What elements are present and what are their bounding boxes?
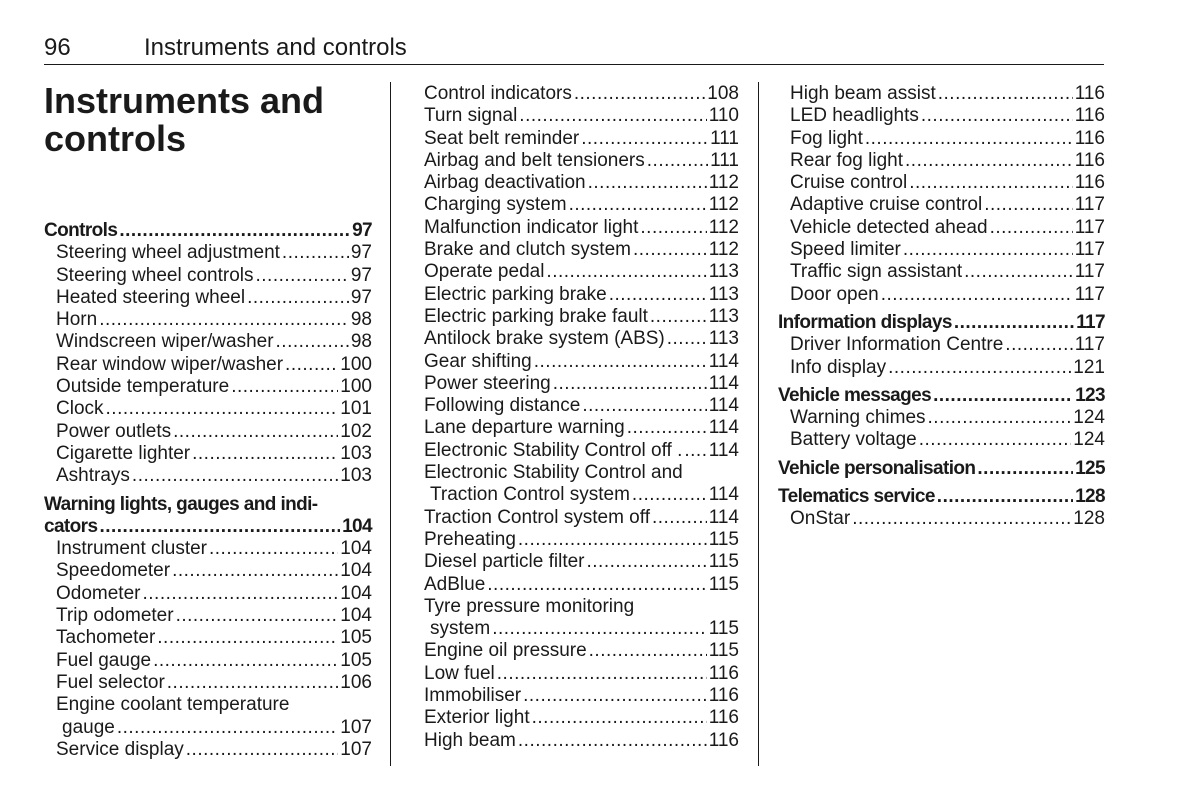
toc-entry[interactable] (424, 373, 739, 395)
toc-page-number: 113 (708, 283, 739, 305)
toc-page-number: 114 (708, 417, 739, 439)
dot-leader (519, 105, 706, 127)
toc-page-number: 114 (708, 439, 739, 461)
toc-entry[interactable] (424, 707, 739, 729)
toc-entry-title: Traction Control system off (424, 506, 650, 528)
dot-leader (285, 354, 338, 376)
toc-page-number: 105 (340, 649, 372, 671)
toc-page-number: 112 (708, 172, 739, 194)
dot-leader (106, 398, 339, 420)
dot-leader (928, 407, 1072, 429)
toc-entry-title: Driver Information Centre (790, 334, 1004, 356)
dot-leader (117, 717, 338, 739)
toc-page-number: 128 (1075, 486, 1105, 508)
toc-entry[interactable] (44, 443, 372, 465)
toc-page-number: 111 (710, 149, 739, 171)
toc-page-number: 107 (340, 738, 372, 760)
toc-entry-title: Engine oil pressure (424, 640, 587, 662)
toc-entry-title: Instrument cluster (56, 538, 207, 560)
toc-entry-title: Immobiliser (424, 685, 522, 707)
dot-leader (933, 385, 1073, 407)
toc-entry-title: Information displays (778, 311, 952, 333)
toc-page-number: 97 (352, 220, 372, 241)
toc-entry-title: Tachometer (56, 627, 156, 649)
dot-leader (546, 261, 706, 283)
toc-entry[interactable] (44, 398, 372, 420)
dot-leader (888, 357, 1071, 379)
toc-entry[interactable] (424, 417, 739, 439)
toc-entry-line[interactable]: Engine coolant temperature (56, 694, 290, 716)
toc-page-number: 117 (1074, 194, 1105, 216)
toc-entry[interactable] (424, 284, 739, 306)
toc-page-number: 116 (1074, 127, 1105, 149)
toc-entry-title: Trip odometer (56, 605, 174, 627)
toc-entry[interactable] (778, 83, 1105, 105)
toc-page-number: 100 (340, 353, 372, 375)
toc-entry-title: Seat belt reminder (424, 127, 580, 149)
toc-entry-title: Charging system (424, 194, 567, 216)
dot-leader (176, 605, 339, 627)
toc-page-number: 113 (708, 261, 739, 283)
toc-entry[interactable] (424, 663, 739, 685)
column-divider-2 (758, 82, 759, 766)
dot-leader (881, 284, 1073, 306)
dot-leader (523, 685, 707, 707)
toc-entry[interactable] (44, 560, 372, 582)
dot-leader (938, 83, 1073, 105)
toc-entry[interactable] (424, 640, 739, 662)
toc-entry-title: Power outlets (56, 420, 172, 442)
toc-entry[interactable] (424, 507, 739, 529)
dot-leader (865, 128, 1073, 150)
dot-leader (99, 309, 349, 331)
dot-leader (518, 529, 707, 551)
toc-entry[interactable] (424, 529, 739, 551)
toc-entry[interactable] (424, 194, 739, 216)
toc-page-number: 116 (708, 662, 739, 684)
toc-entry[interactable] (424, 328, 739, 350)
toc-page-number: 116 (708, 685, 739, 707)
dot-leader (954, 312, 1074, 334)
dot-leader (256, 265, 349, 287)
toc-entry-title: Odometer (56, 582, 141, 604)
toc-entry-title: Airbag and belt tensioners (424, 149, 645, 171)
toc-column-1 (44, 214, 372, 761)
toc-page-number: 104 (340, 538, 372, 560)
toc-entry-title: Rear fog light (790, 149, 904, 171)
dot-leader (132, 465, 338, 487)
toc-page-number: 125 (1075, 457, 1105, 479)
toc-page-number: 116 (708, 729, 739, 751)
page-header (44, 34, 1104, 65)
toc-page-number: 104 (342, 515, 372, 537)
dot-leader (518, 730, 707, 752)
dot-leader (667, 328, 707, 350)
dot-leader (247, 287, 349, 309)
toc-page-number: 115 (708, 528, 739, 550)
dot-leader (977, 458, 1073, 480)
toc-entry[interactable] (778, 150, 1105, 172)
toc-entry[interactable] (424, 551, 739, 573)
toc-entry[interactable] (44, 376, 372, 398)
toc-page-number: 108 (707, 83, 739, 104)
toc-entry-title: Traffic sign assistant (790, 261, 963, 283)
toc-entry[interactable] (424, 217, 739, 239)
dot-leader (650, 306, 707, 328)
toc-page-number: 117 (1074, 239, 1105, 261)
dot-leader (633, 239, 707, 261)
dot-leader (173, 421, 338, 443)
dot-leader (640, 217, 706, 239)
toc-entry-title: Door open (790, 283, 879, 305)
toc-entry-title: Electric parking brake (424, 283, 607, 305)
toc-section-heading[interactable] (778, 486, 1105, 508)
dot-leader (532, 707, 707, 729)
toc-section-heading[interactable] (778, 385, 1105, 407)
toc-entry[interactable] (424, 261, 739, 283)
toc-entry[interactable] (424, 150, 739, 172)
dot-leader (964, 261, 1073, 283)
toc-page-number: 105 (340, 627, 372, 649)
toc-page-number: 112 (708, 194, 739, 216)
toc-entry-title: Turn signal (424, 105, 518, 127)
toc-entry[interactable] (44, 265, 372, 287)
dot-leader (282, 242, 349, 264)
toc-page-number: 107 (340, 716, 372, 738)
toc-page-number: 103 (340, 465, 372, 487)
dot-leader (609, 284, 707, 306)
toc-entry-title: LED headlights (790, 105, 919, 127)
dot-leader (852, 508, 1071, 530)
toc-page-number: 102 (340, 420, 372, 442)
dot-leader (153, 650, 338, 672)
toc-page-number: 112 (708, 239, 739, 261)
toc-entry[interactable] (424, 395, 739, 417)
toc-entry-title: Diesel particle filter (424, 551, 585, 573)
toc-entry-title: Vehicle personalisation (778, 457, 976, 479)
dot-leader (652, 507, 707, 529)
toc-entry-title: Control indicators (424, 83, 572, 104)
toc-entry-title: cators (44, 515, 98, 537)
dot-leader (157, 627, 338, 649)
toc-entry-title: Ashtrays (56, 465, 130, 487)
toc-page-number: 104 (340, 605, 372, 627)
toc-entry[interactable] (424, 239, 739, 261)
dot-leader (647, 150, 708, 172)
dot-leader (588, 172, 707, 194)
toc-entry[interactable] (44, 354, 372, 376)
toc-entry-title: Cigarette lighter (56, 442, 191, 464)
toc-entry-title: Fuel gauge (56, 649, 152, 671)
toc-page-number: 117 (1074, 216, 1105, 238)
toc-page-number: 115 (708, 618, 739, 640)
toc-section-heading[interactable] (44, 516, 372, 538)
dot-leader (574, 83, 705, 105)
toc-entry-title: Rear window wiper/washer (56, 353, 284, 375)
toc-entry-line[interactable]: Electronic Stability Control and (424, 462, 683, 484)
toc-page-number: 111 (710, 127, 739, 149)
toc-page-number: 115 (708, 573, 739, 595)
toc-page-number: 117 (1074, 283, 1105, 305)
dot-leader (167, 672, 339, 694)
toc-page-number: 123 (1075, 384, 1105, 406)
dot-leader (192, 443, 338, 465)
dot-leader (587, 551, 707, 573)
toc-entry[interactable] (424, 306, 739, 328)
toc-page-number: 116 (1074, 105, 1105, 127)
toc-page-number: 97 (350, 242, 372, 264)
toc-entry-title: High beam assist (790, 83, 936, 104)
dot-leader (589, 640, 707, 662)
dot-leader (497, 663, 707, 685)
toc-entry-title: Vehicle detected ahead (790, 216, 988, 238)
toc-entry-title: gauge (62, 716, 115, 738)
toc-page-number: 124 (1073, 407, 1105, 429)
toc-entry[interactable] (44, 650, 372, 672)
toc-page-number: 114 (708, 395, 739, 417)
toc-entry[interactable] (44, 242, 372, 264)
toc-page-number: 124 (1073, 429, 1105, 451)
toc-page-number: 106 (340, 671, 372, 693)
dot-leader (209, 538, 338, 560)
dot-leader (919, 429, 1072, 451)
dot-leader (276, 331, 349, 353)
toc-section-heading[interactable] (778, 458, 1105, 480)
toc-entry[interactable] (44, 717, 372, 739)
toc-entry[interactable] (44, 287, 372, 309)
toc-page-number: 115 (708, 640, 739, 662)
toc-entry[interactable] (778, 105, 1105, 127)
toc-page-number: 113 (708, 305, 739, 327)
toc-section-heading[interactable] (44, 220, 372, 242)
toc-entry-title: Airbag deactivation (424, 172, 586, 194)
dot-leader (119, 220, 350, 242)
toc-page-number: 113 (708, 328, 739, 350)
toc-entry[interactable] (424, 685, 739, 707)
toc-entry[interactable] (44, 538, 372, 560)
toc-entry-title: Fog light (790, 127, 863, 149)
toc-entry[interactable] (778, 128, 1105, 150)
toc-entry[interactable] (424, 172, 739, 194)
toc-entry-title: Warning chimes (790, 407, 926, 429)
dot-leader (1005, 334, 1072, 356)
toc-page-number: 116 (1074, 83, 1105, 104)
toc-entry-title: Antilock brake system (ABS) (424, 328, 665, 350)
toc-entry[interactable] (778, 261, 1105, 283)
toc-entry-title: Speedometer (56, 560, 171, 582)
dot-leader (99, 516, 340, 538)
dot-leader (553, 373, 707, 395)
toc-column-2 (424, 83, 739, 752)
toc-entry[interactable] (424, 484, 739, 506)
toc-entry-title: Battery voltage (790, 429, 917, 451)
toc-page-number: 121 (1073, 356, 1105, 378)
toc-page-number: 110 (708, 105, 739, 127)
toc-entry-title: Service display (56, 738, 184, 760)
toc-page-number: 116 (708, 707, 739, 729)
toc-entry-title: Brake and clutch system (424, 239, 631, 261)
toc-page-number: 104 (340, 582, 372, 604)
dot-leader (186, 739, 339, 761)
toc-entry-title: Preheating (424, 528, 516, 550)
toc-entry-title: Horn (56, 309, 98, 331)
toc-entry[interactable] (44, 627, 372, 649)
toc-entry-title: Speed limiter (790, 239, 901, 261)
toc-entry[interactable] (44, 672, 372, 694)
toc-entry[interactable] (44, 583, 372, 605)
page-number: 96 (44, 34, 71, 61)
toc-page-number: 114 (708, 350, 739, 372)
dot-leader (231, 376, 338, 398)
toc-entry-title: Lane departure warning (424, 417, 625, 439)
toc-entry-title: Traction Control system (430, 484, 630, 506)
dot-leader (632, 484, 707, 506)
toc-entry-line[interactable]: Tyre pressure monitoring (424, 595, 635, 617)
toc-entry-title: Vehicle messages (778, 384, 932, 406)
toc-page-number: 112 (708, 216, 739, 238)
toc-entry[interactable] (424, 440, 739, 462)
dot-leader (909, 172, 1072, 194)
toc-entry[interactable] (778, 194, 1105, 216)
toc-entry-title: AdBlue (424, 573, 486, 595)
chapter-title: Instruments and controls (44, 80, 325, 159)
toc-page-number: 98 (350, 309, 372, 331)
dot-leader (534, 351, 707, 373)
toc-column-3 (778, 83, 1105, 531)
toc-page-number: 101 (340, 398, 372, 420)
toc-entry[interactable] (778, 284, 1105, 306)
dot-leader (937, 486, 1073, 508)
toc-entry-title: Clock (56, 398, 104, 420)
toc-entry-title: Low fuel (424, 662, 495, 684)
dot-leader (627, 417, 707, 439)
toc-entry-title: High beam (424, 729, 516, 751)
toc-section-heading[interactable] (778, 312, 1105, 334)
toc-entry[interactable] (778, 407, 1105, 429)
toc-entry-title: Operate pedal (424, 261, 545, 283)
toc-entry[interactable] (44, 605, 372, 627)
dot-leader (172, 560, 338, 582)
toc-entry-title: Fuel selector (56, 671, 165, 693)
toc-page-number: 128 (1073, 508, 1105, 530)
toc-page-number: 97 (350, 286, 372, 308)
toc-page-number: 100 (340, 376, 372, 398)
toc-page-number: 115 (708, 551, 739, 573)
toc-entry-title: Steering wheel adjustment (56, 242, 280, 264)
toc-entry[interactable] (424, 618, 739, 640)
toc-entry-title: Info display (790, 356, 887, 378)
toc-entry-title: Outside temperature (56, 376, 230, 398)
toc-entry[interactable] (44, 421, 372, 443)
toc-page-number: 104 (340, 560, 372, 582)
dot-leader (684, 440, 706, 462)
dot-leader (492, 618, 707, 640)
toc-page-number: 116 (1074, 172, 1105, 194)
toc-entry-title: Telematics service (778, 486, 935, 508)
running-title: Instruments and controls (144, 34, 407, 61)
toc-entry-title: Steering wheel controls (56, 264, 254, 286)
toc-entry-title: Cruise control (790, 172, 908, 194)
toc-entry[interactable] (778, 429, 1105, 451)
dot-leader (142, 583, 338, 605)
toc-entry[interactable] (778, 508, 1105, 530)
toc-entry[interactable] (424, 128, 739, 150)
toc-entry[interactable] (424, 351, 739, 373)
toc-entry-title: Electric parking brake fault (424, 305, 648, 327)
toc-entry[interactable] (424, 730, 739, 752)
toc-entry[interactable] (778, 239, 1105, 261)
toc-entry-line[interactable]: Warning lights, gauges and indi- (44, 493, 318, 515)
toc-entry[interactable] (424, 83, 739, 105)
dot-leader (569, 194, 707, 216)
toc-entry[interactable] (778, 217, 1105, 239)
dot-leader (990, 217, 1073, 239)
toc-entry-title: Controls (44, 220, 118, 241)
toc-entry-title: Windscreen wiper/washer (56, 331, 274, 353)
toc-entry[interactable] (44, 331, 372, 353)
toc-entry-title: Power steering (424, 372, 551, 394)
column-divider-1 (390, 82, 391, 766)
toc-entry-title: Malfunction indicator light (424, 216, 639, 238)
dot-leader (903, 239, 1073, 261)
toc-entry[interactable] (778, 357, 1105, 379)
toc-entry[interactable] (778, 172, 1105, 194)
toc-entry-title: Heated steering wheel (56, 286, 246, 308)
toc-entry[interactable] (44, 309, 372, 331)
toc-page-number: 117 (1074, 334, 1105, 356)
toc-page-number: 97 (350, 264, 372, 286)
toc-page-number: 117 (1074, 261, 1105, 283)
toc-page-number: 117 (1076, 311, 1105, 333)
toc-entry-title: system (430, 618, 491, 640)
dot-leader (487, 574, 706, 596)
dot-leader (921, 105, 1073, 127)
toc-entry[interactable] (44, 465, 372, 487)
dot-leader (984, 194, 1072, 216)
toc-page-number: 116 (1074, 149, 1105, 171)
toc-page-number: 103 (340, 442, 372, 464)
toc-page-number: 98 (350, 331, 372, 353)
toc-entry-title: Electronic Stability Control off . (424, 439, 683, 461)
toc-entry-title: Following distance (424, 395, 581, 417)
toc-entry-title: Gear shifting (424, 350, 532, 372)
toc-page-number: 114 (708, 484, 739, 506)
toc-page-number: 114 (708, 372, 739, 394)
toc-entry-title: Adaptive cruise control (790, 194, 983, 216)
dot-leader (582, 395, 706, 417)
toc-entry[interactable] (424, 105, 739, 127)
toc-entry[interactable] (778, 334, 1105, 356)
toc-page-number: 114 (708, 506, 739, 528)
dot-leader (581, 128, 708, 150)
toc-entry-title: OnStar (790, 508, 851, 530)
toc-entry[interactable] (424, 574, 739, 596)
toc-entry-title: Exterior light (424, 707, 530, 729)
dot-leader (905, 150, 1073, 172)
toc-entry[interactable] (44, 739, 372, 761)
